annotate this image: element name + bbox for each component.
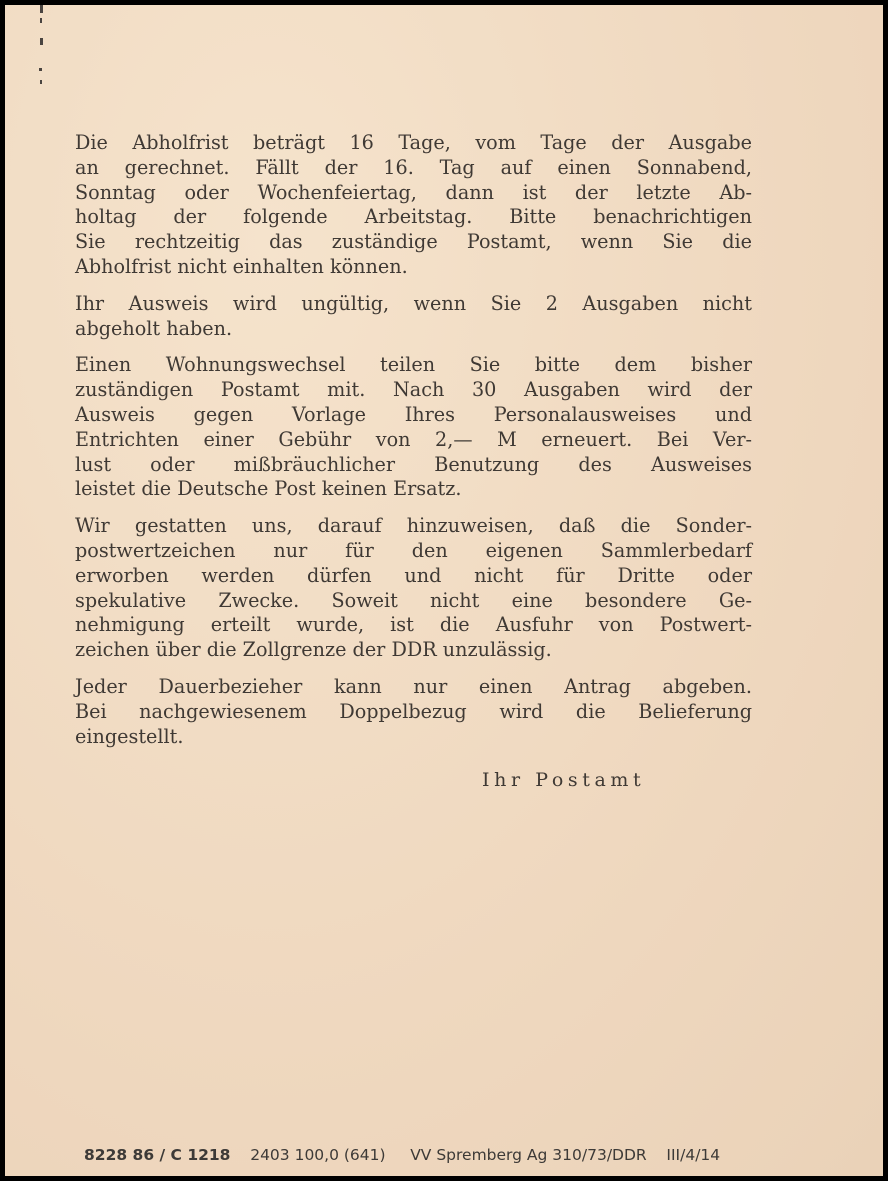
paragraph-change-of-address xyxy=(75,353,752,502)
paragraph-single-application xyxy=(75,675,752,749)
text-line: Entrichten einer Gebühr von 2,— M erneuert. Bei Ver- xyxy=(75,427,752,451)
margin-ink-marks xyxy=(35,5,55,105)
text-line: Einen Wohnungswechsel teilen Sie bitte dem bisher xyxy=(75,353,752,377)
text-line: leistet die Deutsche Post keinen Ersatz. xyxy=(75,477,462,501)
signature-postamt: Ihr Postamt xyxy=(482,769,646,791)
postal-notice-card xyxy=(5,5,883,1176)
text-line: holtag der folgende Arbeitstag. Bitte benachrichtigen xyxy=(75,205,752,229)
text-line: Bei nachgewiesenem Doppelbezug wird die Belieferung xyxy=(75,699,752,723)
text-line: Sonntag oder Wochenfeiertag, dann ist der letzte Ab- xyxy=(75,180,752,204)
text-line: erworben werden dürfen und nicht für Dritte oder xyxy=(75,563,752,587)
text-line: Die Abholfrist beträgt 16 Tage, vom Tage der Ausgabe xyxy=(75,131,752,154)
text-line: Sie rechtzeitig das zuständige Postamt, wenn Sie die xyxy=(75,230,752,254)
notice-text xyxy=(75,131,752,761)
text-line: eingestellt. xyxy=(75,724,184,748)
form-number: 8228 86 / C 1218 xyxy=(84,1146,231,1164)
text-line: Ihr Ausweis wird ungültig, wenn Sie 2 Ausgaben nicht xyxy=(75,291,752,315)
text-line: postwertzeichen nur für den eigenen Sammlerbedarf xyxy=(75,538,752,562)
text-line: Ausweis gegen Vorlage Ihres Personalausweises und xyxy=(75,402,752,426)
text-line: nehmigung erteilt wurde, ist die Ausfuhr von Postwert- xyxy=(75,613,752,637)
text-line: an gerechnet. Fällt der 16. Tag auf einen Sonnabend, xyxy=(75,155,752,179)
text-line: lust oder mißbräuchlicher Benutzung des Ausweises xyxy=(75,452,752,476)
text-line: zuständigen Postamt mit. Nach 30 Ausgaben wird der xyxy=(75,378,752,402)
printer-info: VV Spremberg Ag 310/73/DDR xyxy=(410,1146,647,1164)
print-info: 2403 100,0 (641) xyxy=(250,1146,386,1164)
text-line: spekulative Zwecke. Soweit nicht eine besondere Ge- xyxy=(75,588,752,612)
form-footer xyxy=(84,1146,720,1164)
paragraph-id-invalid xyxy=(75,292,752,342)
paragraph-special-stamps xyxy=(75,514,752,663)
text-line: Jeder Dauerbezieher kann nur einen Antrag abgeben. xyxy=(75,674,752,698)
form-code: III/4/14 xyxy=(666,1146,721,1164)
text-line: zeichen über die Zollgrenze der DDR unzulässig. xyxy=(75,638,552,662)
text-line: Wir gestatten uns, darauf hinzuweisen, daß die Sonder- xyxy=(75,514,752,538)
text-line: abgeholt haben. xyxy=(75,316,233,340)
paragraph-pickup-deadline xyxy=(75,131,752,280)
text-line: Abholfrist nicht einhalten können. xyxy=(75,254,408,278)
